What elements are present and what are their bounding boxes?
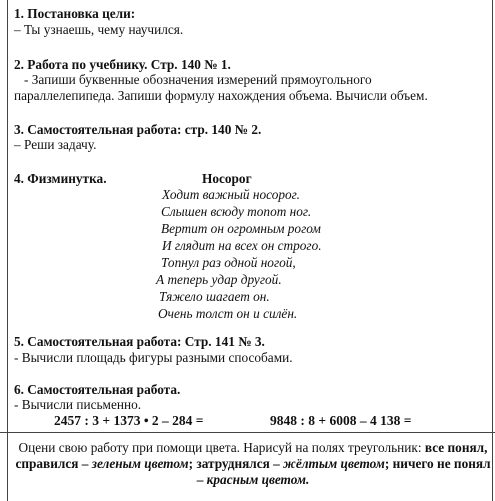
assessment-not-understood: ; ничего не понял –	[196, 456, 491, 487]
color-yellow-label: жёлтым цветом	[283, 456, 385, 471]
table-right-border	[492, 0, 493, 501]
poem-title: Носорог	[202, 171, 252, 186]
assessment-understood: все понял, справился –	[15, 440, 488, 471]
section-1-title: 1. Постановка цели:	[14, 6, 136, 21]
section-3-title: 3. Самостоятельная работа: стр. 140 № 2.	[14, 122, 262, 137]
section-5-title: 5. Самостоятельная работа: Стр. 141 № 3.	[14, 334, 265, 349]
section-6-text: - Вычисли письменно.	[14, 397, 142, 412]
section-3-text: – Реши задачу.	[14, 137, 97, 152]
section-5-text: - Вычисли площадь фигуры разными способами.	[14, 350, 293, 365]
poem-line: И глядит на всех он строго.	[162, 238, 322, 253]
expression-1: 2457 : 3 + 1373 • 2 – 284 =	[54, 413, 204, 428]
assessment-instruction: Оцени свою работу при помощи цвета. Нарисуй на полях треугольник:	[18, 440, 422, 455]
table-row-divider	[0, 432, 495, 433]
poem-line: А теперь удар другой.	[156, 272, 282, 287]
poem-line: Тяжело шагает он.	[159, 289, 270, 304]
assessment-difficult: ; затруднялся –	[188, 456, 284, 471]
section-2-text-2: параллелепипеда. Запиши формулу нахождения объема. Вычисли объем.	[14, 88, 428, 103]
poem	[156, 187, 322, 323]
poem-line: Ходит важный носорог.	[162, 187, 301, 202]
color-red-label: красным цветом.	[206, 472, 310, 487]
expression-2: 9848 : 8 + 6008 – 4 138 =	[270, 413, 412, 428]
section-2-text-1: - Запиши буквенные обозначения измерений прямоугольного	[24, 72, 372, 87]
table-left-border	[7, 0, 8, 501]
section-2-title: 2. Работа по учебнику. Стр. 140 № 1.	[14, 57, 231, 72]
section-4-title: 4. Физминутка.	[14, 171, 107, 186]
poem-line: Слышен всюду топот ног.	[161, 204, 312, 219]
poem-line: Вертит он огромным рогом	[161, 221, 321, 236]
color-green-label: зеленым цветом	[91, 456, 189, 471]
section-1-text: – Ты узнаешь, чему научился.	[14, 22, 184, 37]
poem-line: Топнул раз одной ногой,	[161, 255, 296, 270]
self-assessment-note	[14, 440, 492, 488]
section-6-title: 6. Самостоятельная работа.	[14, 382, 181, 397]
poem-line: Очень толст он и силён.	[158, 306, 298, 321]
